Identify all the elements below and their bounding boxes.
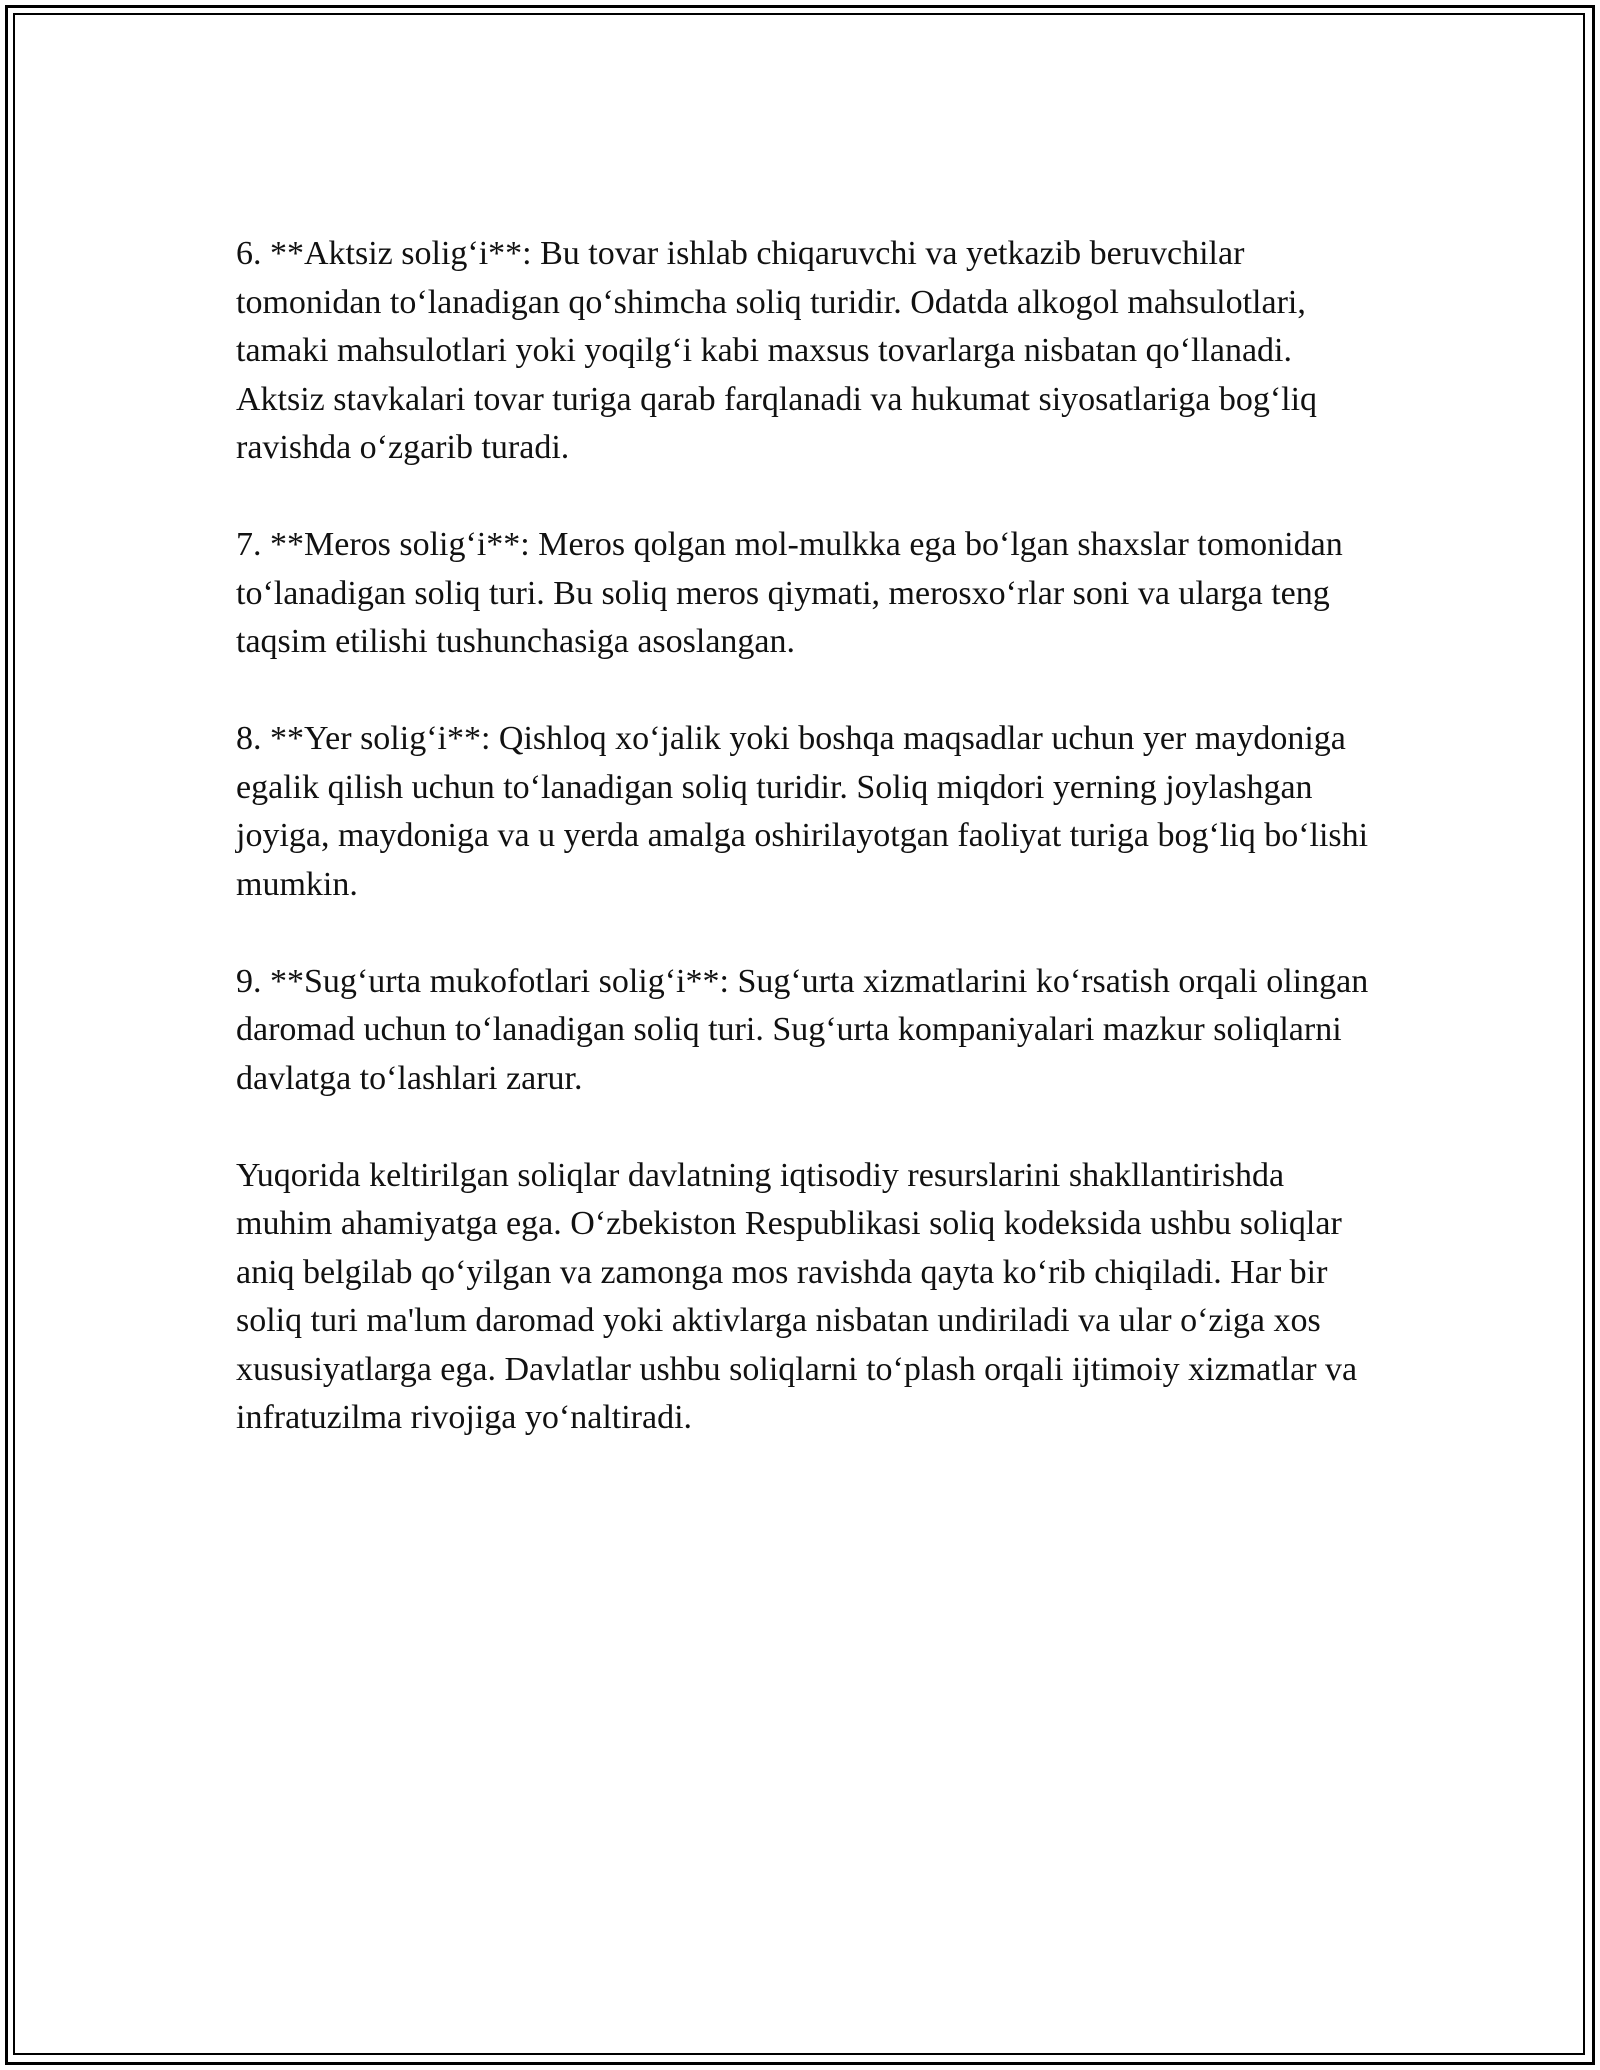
paragraph-excise-tax: 6. **Aktsiz solig‘i**: Bu tovar ishlab chiqaruvchi va yetkazib beruvchilar tomonidan to‘lanadigan qo‘shimcha soliq turidir. Odatda alkogol mahsulotlari, tamaki mahsulotlari yoki yoqilg‘i kabi maxsus tovarlarga nisbatan qo‘llanadi. Aktsiz stavkalari tovar turiga qarab farqlanadi va hukumat siyosatlariga bog‘liq ravishda o‘zgarib turadi.	[236, 235, 1318, 466]
paragraph-insurance-premium-tax: 9. **Sug‘urta mukofotlari solig‘i**: Sug‘urta xizmatlarini ko‘rsatish orqali olingan daromad uchun to‘lanadigan soliq turi. Sug‘urta kompaniyalari mazkur soliqlarni davlatga to‘lashlari zarur.	[236, 962, 1369, 1097]
paragraph-inheritance-tax: 7. **Meros solig‘i**: Meros qolgan mol-mulkka ega bo‘lgan shaxslar tomonidan to‘lanadigan soliq turi. Bu soliq meros qiymati, merosxo‘rlar soni va ularga teng taqsim etilishi tushunchasiga asoslangan.	[236, 526, 1343, 660]
paragraph-conclusion: Yuqorida keltirilgan soliqlar davlatning iqtisodiy resurslarini shakllantirishda muhim ahamiyatga ega. O‘zbekiston Respublikasi soliq kodeksida ushbu soliqlar aniq belgilab qo‘yilgan va zamonga mos ravishda qayta ko‘rib chiqiladi. Har bir soliq turi ma'lum daromad yoki aktivlarga nisbatan undiriladi va ular o‘ziga xos xususiyatlarga ega. Davlatlar ushbu soliqlarni to‘plash orqali ijtimoiy xizmatlar va infratuzilma rivojiga yo‘naltiradi.	[236, 1156, 1358, 1436]
document-body	[236, 230, 1376, 1491]
paragraph-land-tax: 8. **Yer solig‘i**: Qishloq xo‘jalik yoki boshqa maqsadlar uchun yer maydoniga egalik qilish uchun to‘lanadigan soliq turidir. Soliq miqdori yerning joylashgan joyiga, maydoniga va u yerda amalga oshirilayotgan faoliyat turiga bog‘liq bo‘lishi mumkin.	[236, 720, 1369, 903]
